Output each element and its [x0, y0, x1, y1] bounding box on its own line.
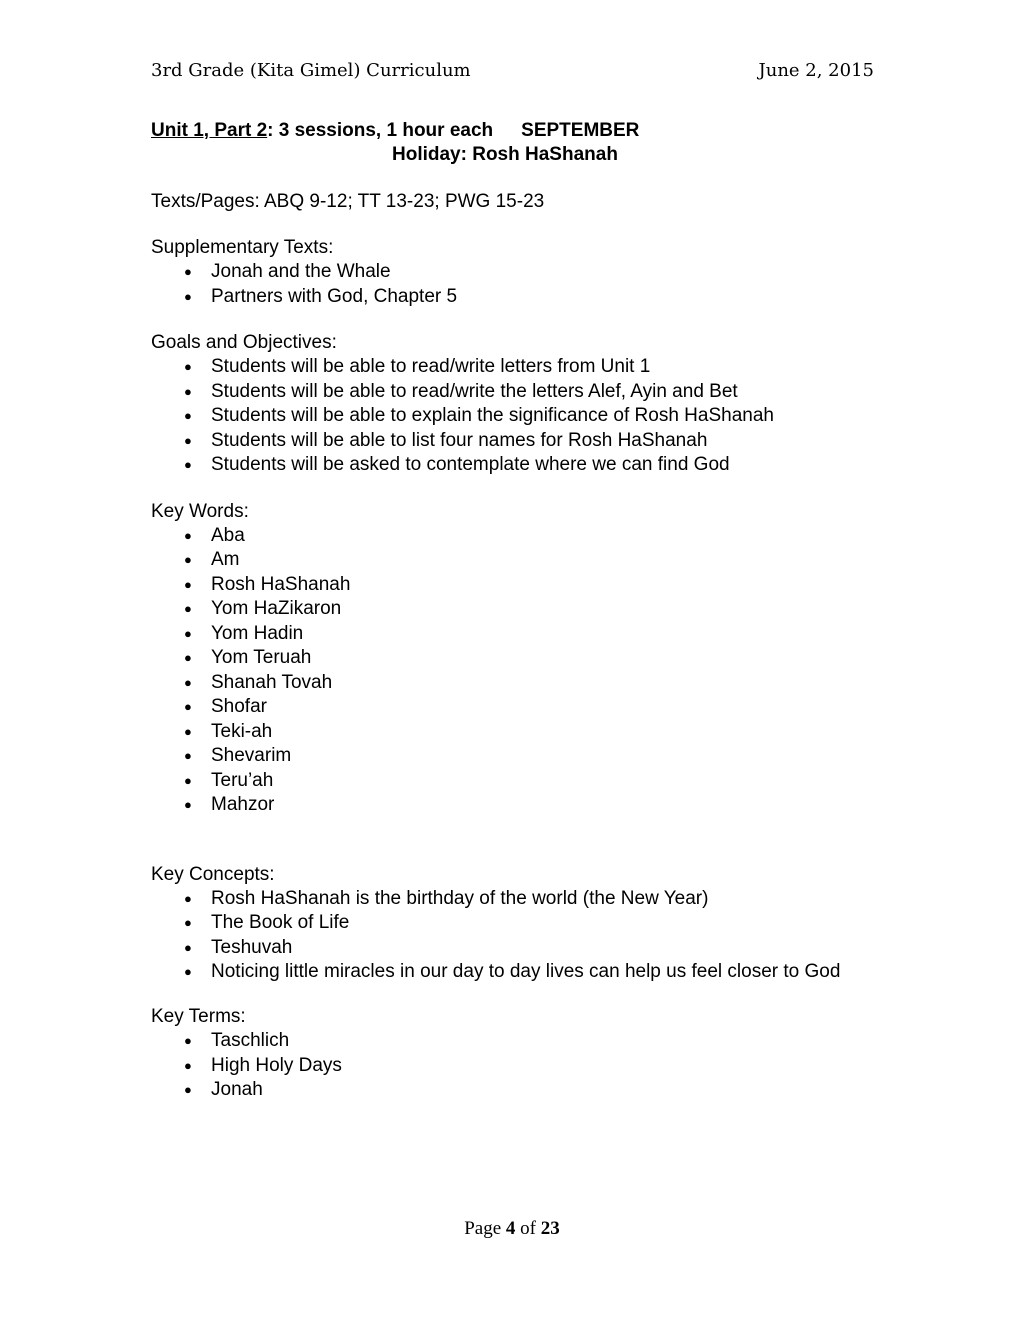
bullet-icon: ● [184, 772, 192, 788]
list-item [151, 1078, 874, 1103]
bullet-icon: ● [184, 601, 192, 616]
page-current: 4 [505, 1218, 516, 1239]
list-item [151, 355, 874, 380]
list-item [151, 548, 874, 573]
list-item-text: Yom HaZikaron [211, 598, 342, 619]
page-prefix: Page [464, 1218, 502, 1239]
list-item-text: Taschlich [211, 1030, 290, 1051]
list-item [151, 887, 874, 912]
bullet-icon: ● [184, 408, 192, 423]
key-terms-list [151, 1029, 874, 1103]
list-item [151, 285, 874, 310]
list-item [151, 404, 874, 429]
key-words-list [151, 524, 874, 818]
running-header [151, 60, 874, 81]
goals-list [151, 355, 874, 478]
section-label: Key Terms: [151, 1006, 246, 1027]
list-item-text: Students will be able to read/write letters from Unit 1 [211, 356, 651, 377]
texts-pages: Texts/Pages: ABQ 9-12; TT 13-23; PWG 15-23 [151, 191, 545, 212]
bullet-icon: ● [184, 576, 192, 592]
supplementary-section [151, 236, 874, 309]
list-item [151, 453, 874, 478]
page-number [0, 1218, 1024, 1240]
key-concepts-section [151, 863, 874, 984]
list-item-text: Students will be able to list four names for Rosh HaShanah [211, 429, 708, 451]
list-item-text: Teki-ah [211, 720, 273, 742]
bullet-icon: ● [184, 674, 192, 690]
list-item-text: Noticing little miracles in our day to day lives can help us feel closer to God [211, 961, 841, 982]
list-item-text: Teshuvah [211, 936, 293, 958]
list-item [151, 524, 874, 549]
list-item-text: High Holy Days [211, 1054, 342, 1076]
bullet-icon: ● [184, 264, 192, 279]
document-body [151, 119, 874, 1103]
goals-section [151, 331, 874, 478]
list-item [151, 936, 874, 961]
list-item-text: Students will be asked to contemplate where we can find God [211, 454, 730, 475]
list-item-text: Mahzor [211, 794, 275, 815]
bullet-icon: ● [184, 699, 192, 714]
bullet-icon: ● [184, 1033, 192, 1048]
unit-sessions: : 3 sessions, 1 hour each [267, 120, 494, 141]
list-item-text: Rosh HaShanah is the birthday of the world (the New Year) [211, 887, 709, 909]
header-course-title: 3rd Grade (Kita Gimel) Curriculum [151, 60, 471, 81]
supplementary-list [151, 260, 874, 309]
list-item [151, 744, 874, 769]
list-item-text: Shevarim [211, 745, 292, 766]
list-item [151, 597, 874, 622]
list-item [151, 260, 874, 285]
bullet-icon: ● [184, 625, 192, 641]
key-terms-section [151, 1005, 874, 1103]
list-item-text: Shanah Tovah [211, 671, 333, 693]
bullet-icon: ● [184, 359, 192, 374]
unit-month: SEPTEMBER [521, 120, 640, 141]
list-item [151, 1029, 874, 1054]
list-item-text: Jonah and the Whale [211, 261, 391, 282]
bullet-icon: ● [184, 383, 192, 399]
list-item [151, 671, 874, 696]
bullet-icon: ● [184, 552, 192, 567]
list-item-text: Rosh HaShanah [211, 573, 351, 595]
page-total: 23 [540, 1218, 560, 1239]
bullet-icon: ● [184, 527, 192, 543]
list-item [151, 911, 874, 936]
list-item [151, 769, 874, 794]
list-item [151, 429, 874, 454]
bullet-icon: ● [184, 890, 192, 906]
bullet-icon: ● [184, 432, 192, 448]
list-item-text: Aba [211, 524, 245, 546]
header-date: June 2, 2015 [758, 60, 874, 81]
holiday-heading: Holiday: Rosh HaShanah [392, 144, 618, 165]
list-item-text: Jonah [211, 1079, 263, 1100]
list-item-text: Am [211, 549, 240, 570]
list-item [151, 622, 874, 647]
list-item [151, 695, 874, 720]
list-item-text: Partners with God, Chapter 5 [211, 285, 458, 307]
list-item [151, 793, 874, 818]
unit-title: Unit 1, Part 2 [151, 120, 268, 141]
list-item-text: Students will be able to read/write the letters Alef, Ayin and Bet [211, 380, 738, 402]
list-item-text: Teru’ah [211, 769, 274, 791]
bullet-icon: ● [184, 915, 192, 930]
section-label: Goals and Objectives: [151, 332, 337, 353]
bullet-icon: ● [184, 1057, 192, 1073]
list-item-text: The Book of Life [211, 912, 350, 933]
list-item [151, 573, 874, 598]
list-item-text: Students will be able to explain the significance of Rosh HaShanah [211, 405, 774, 426]
list-item [151, 646, 874, 671]
section-label: Supplementary Texts: [151, 237, 334, 258]
bullet-icon: ● [184, 457, 192, 472]
bullet-icon: ● [184, 288, 192, 304]
section-label: Key Words: [151, 500, 249, 522]
page-of: of [520, 1218, 536, 1239]
bullet-icon: ● [184, 748, 192, 763]
list-item [151, 960, 874, 983]
list-item-text: Yom Hadin [211, 622, 304, 644]
list-item [151, 1054, 874, 1079]
list-item [151, 720, 874, 745]
bullet-icon: ● [184, 964, 192, 979]
key-words-section [151, 500, 874, 818]
list-item-text: Yom Teruah [211, 647, 312, 668]
section-label: Key Concepts: [151, 863, 275, 885]
bullet-icon: ● [184, 939, 192, 955]
unit-heading [151, 119, 874, 143]
bullet-icon: ● [184, 1082, 192, 1097]
list-item [151, 380, 874, 405]
list-item-text: Shofar [211, 696, 267, 717]
bullet-icon: ● [184, 797, 192, 812]
bullet-icon: ● [184, 650, 192, 665]
key-concepts-list [151, 887, 874, 984]
bullet-icon: ● [184, 723, 192, 739]
